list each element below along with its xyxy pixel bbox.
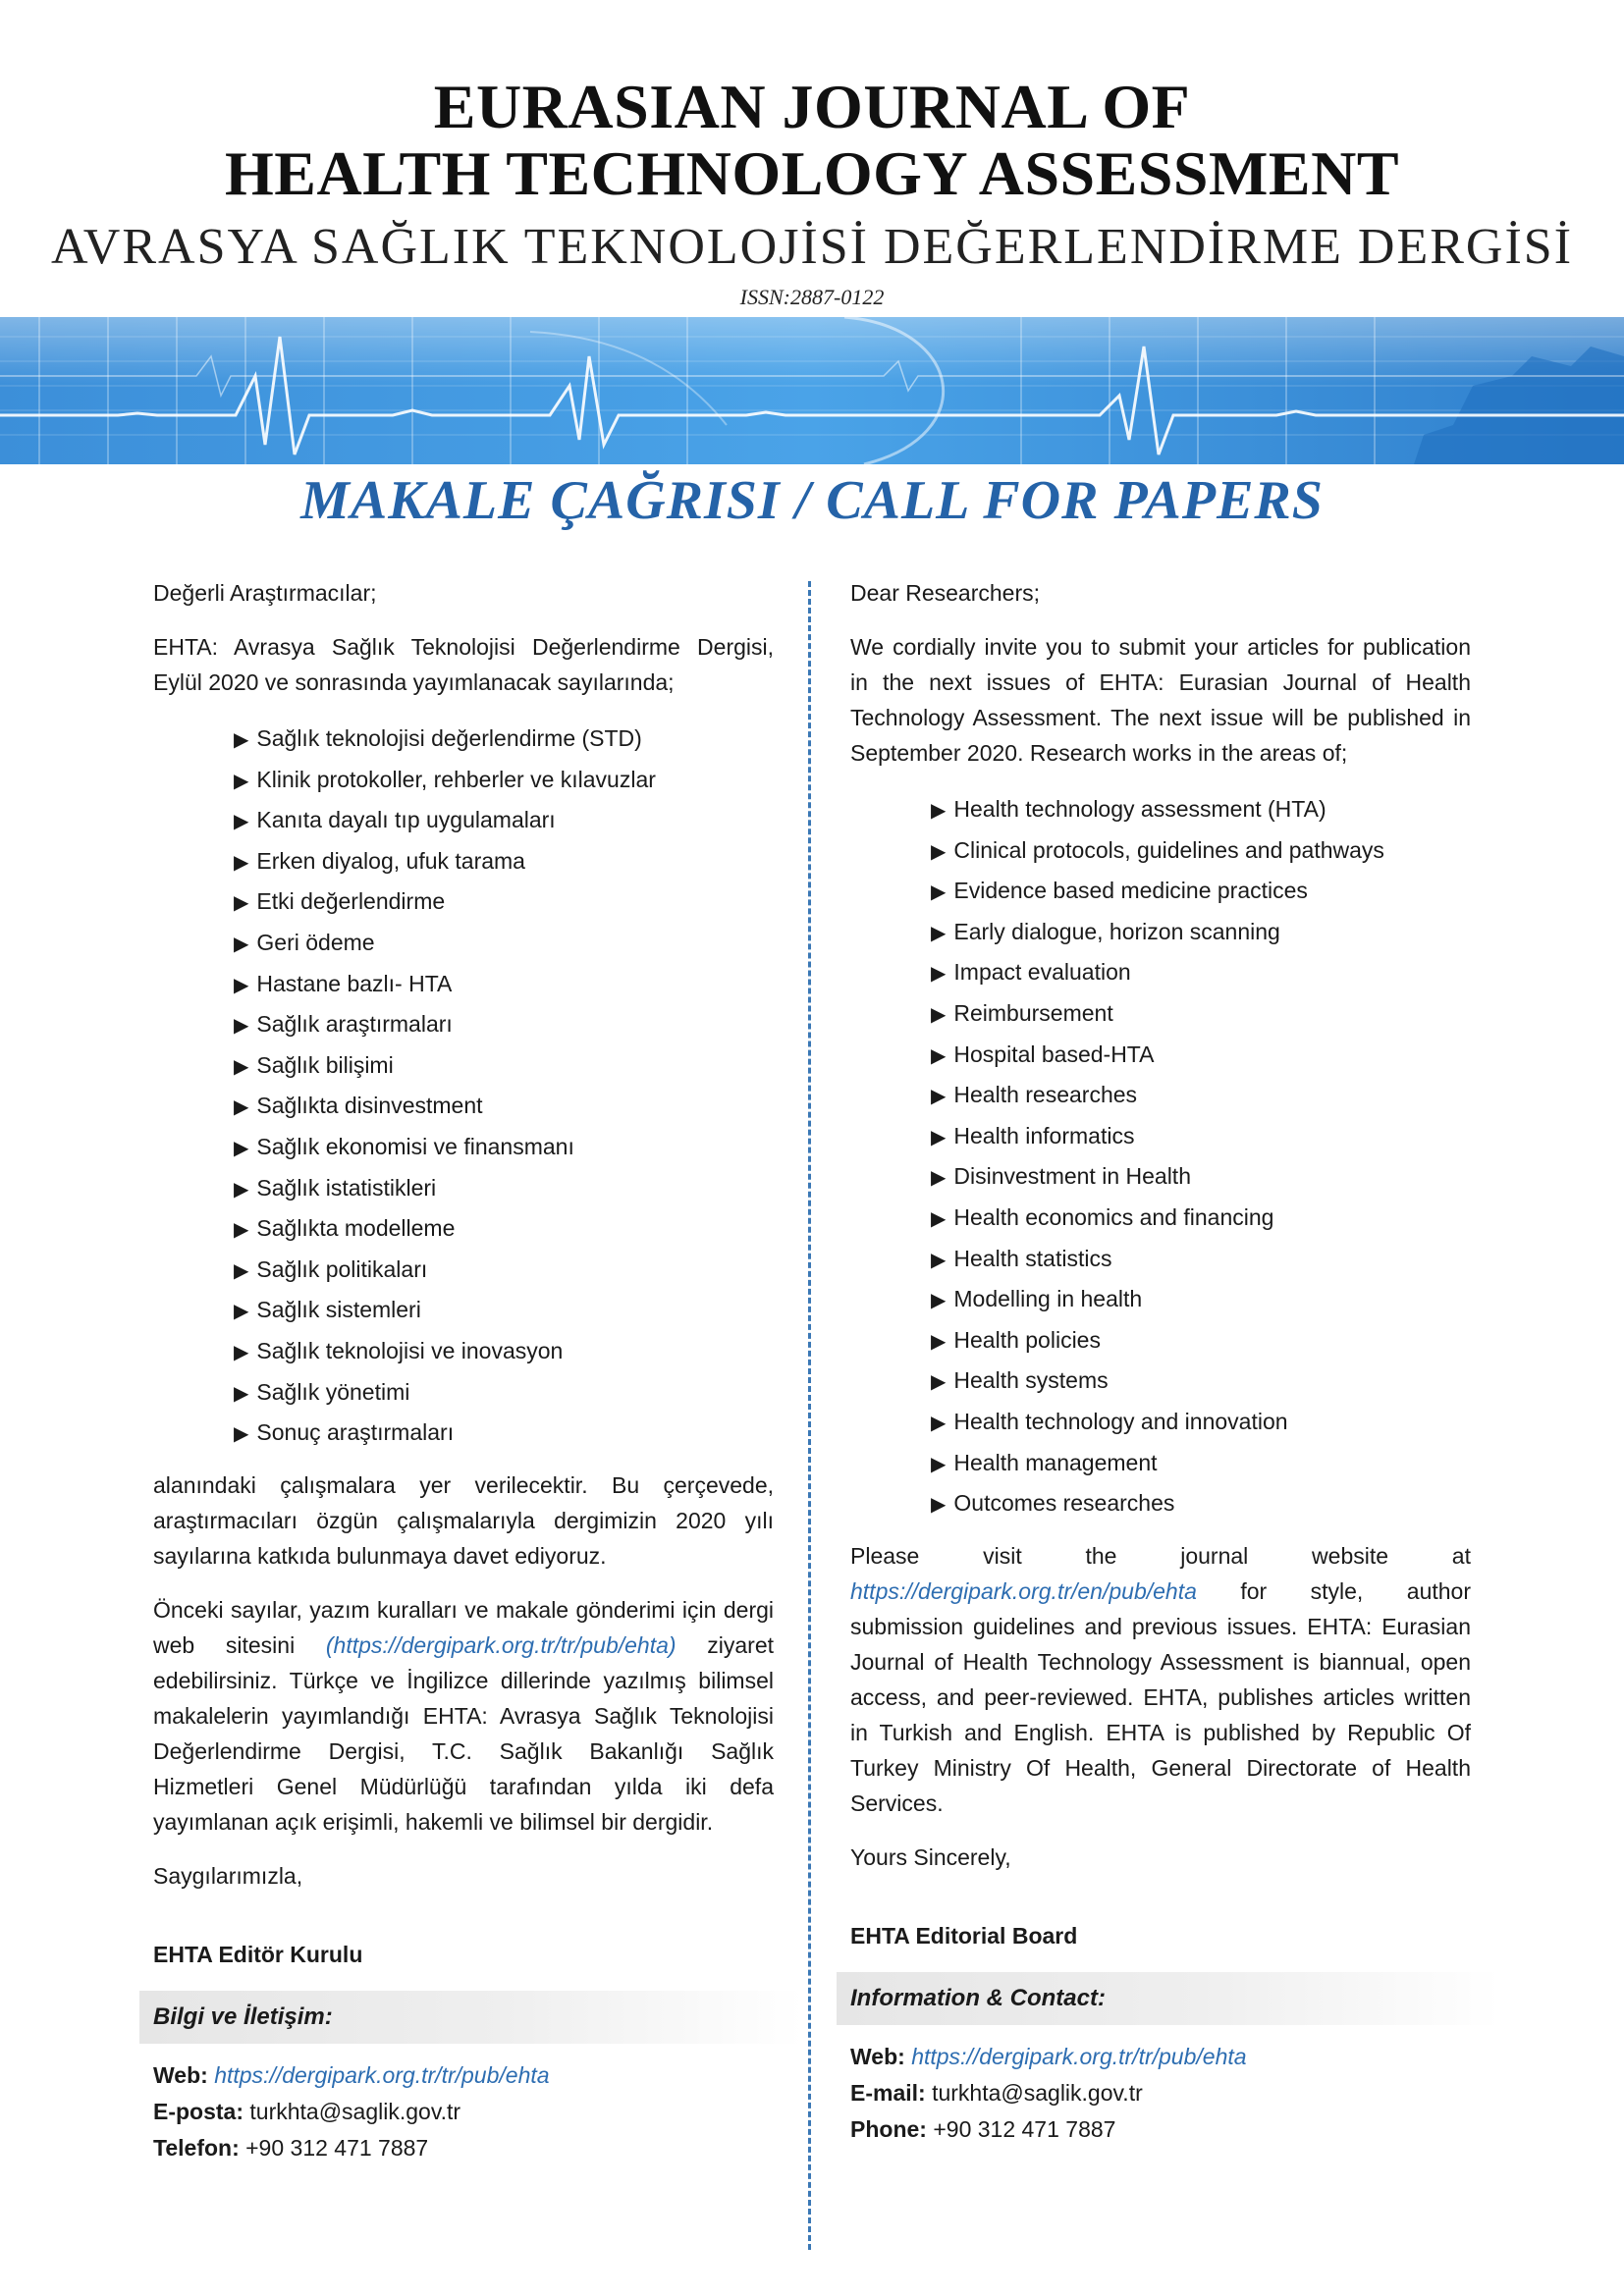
intro-tr: EHTA: Avrasya Sağlık Teknolojisi Değerlendirme Dergisi, Eylül 2020 ve sonrasında yayımlanacak sayılarında; xyxy=(153,634,774,695)
topic-item-en: ▶ Hospital based-HTA xyxy=(931,1041,1155,1067)
triangle-bullet-icon: ▶ xyxy=(931,881,947,904)
topic-item-en: ▶ Health systems xyxy=(931,1367,1109,1394)
triangle-bullet-icon: ▶ xyxy=(931,922,947,944)
web-link-tr[interactable]: https://dergipark.org.tr/tr/pub/ehta xyxy=(214,2061,550,2088)
turkish-column xyxy=(153,575,774,2166)
triangle-bullet-icon: ▶ xyxy=(931,1412,947,1434)
triangle-bullet-icon: ▶ xyxy=(234,1423,249,1446)
triangle-bullet-icon: ▶ xyxy=(931,1494,947,1517)
info-contact-heading-tr: Bilgi ve İletişim: xyxy=(139,1991,803,2044)
triangle-bullet-icon: ▶ xyxy=(234,770,249,792)
topic-item-tr: ▶ Sağlık yönetimi xyxy=(234,1378,410,1405)
triangle-bullet-icon: ▶ xyxy=(234,933,249,955)
journal-website-link-en[interactable]: https://dergipark.org.tr/en/pub/ehta xyxy=(850,1577,1197,1604)
triangle-bullet-icon: ▶ xyxy=(931,1330,947,1353)
topic-item-en: ▶ Health management xyxy=(931,1449,1158,1475)
topic-item-en: ▶ Health informatics xyxy=(931,1122,1135,1148)
triangle-bullet-icon: ▶ xyxy=(234,1219,249,1242)
triangle-bullet-icon: ▶ xyxy=(234,892,249,915)
header-banner-image xyxy=(0,317,1624,464)
topic-item-en: ▶ Health statistics xyxy=(931,1245,1112,1271)
topic-item-en: ▶ Evidence based medicine practices xyxy=(931,878,1308,904)
topic-item-tr: ▶ Sağlık teknolojisi ve inovasyon xyxy=(234,1337,564,1363)
triangle-bullet-icon: ▶ xyxy=(234,851,249,874)
triangle-bullet-icon: ▶ xyxy=(234,1301,249,1323)
editorial-board-tr: EHTA Editör Kurulu xyxy=(153,1941,363,1967)
triangle-bullet-icon: ▶ xyxy=(234,1137,249,1159)
closing-en: Yours Sincerely, xyxy=(850,1843,1011,1870)
topic-list-tr xyxy=(153,719,774,1454)
journal-title-line-2: HEALTH TECHNOLOGY ASSESSMENT xyxy=(224,138,1400,208)
triangle-bullet-icon: ▶ xyxy=(931,963,947,986)
phone-tr: +90 312 471 7887 xyxy=(245,2134,429,2161)
web-link-en[interactable]: https://dergipark.org.tr/tr/pub/ehta xyxy=(911,2043,1247,2069)
topic-item-tr: ▶ Erken diyalog, ufuk tarama xyxy=(234,847,525,874)
topic-item-en: ▶ Clinical protocols, guidelines and pathways xyxy=(931,836,1384,863)
triangle-bullet-icon: ▶ xyxy=(931,1126,947,1148)
topic-item-en: ▶ Outcomes researches xyxy=(931,1490,1175,1517)
after-list-tr: alanındaki çalışmalara yer verilecektir. Bu çerçevede, araştırmacıları özgün çalışmalarıyla dergimizin 2020 yılı sayılarına katkıda bulunmaya davet ediyoruz. xyxy=(153,1471,774,1569)
greeting-en: Dear Researchers; xyxy=(850,580,1041,606)
triangle-bullet-icon: ▶ xyxy=(931,1453,947,1475)
topic-item-en: ▶ Early dialogue, horizon scanning xyxy=(931,918,1280,944)
closing-tr: Saygılarımızla, xyxy=(153,1862,303,1889)
english-column xyxy=(850,575,1471,2148)
topic-item-tr: ▶ Etki değerlendirme xyxy=(234,888,446,915)
topic-item-en: ▶ Health researches xyxy=(931,1082,1138,1108)
column-divider xyxy=(808,581,811,2250)
topic-item-tr: ▶ Sağlık bilişimi xyxy=(234,1051,394,1078)
topic-item-tr: ▶ Sağlık araştırmaları xyxy=(234,1011,453,1038)
greeting-tr: Değerli Araştırmacılar; xyxy=(153,580,377,606)
website-paragraph-tr: Önceki sayılar, yazım kuralları ve makale gönderimi için dergi web sitesini (https://dergipark.org.tr/tr/pub/ehta) ziyaret edebilirsiniz. Türkçe ve İngilizce dillerinde yazılmış bilimsel makalelerin yayımlandığı EHTA: Avrasya Sağlık Teknolojisi Değerlendirme Dergisi, T.C. Sağlık Bakanlığı Sağlık Hizmetleri Genel Müdürlüğü tarafından yılda iki defa yayımlanan açık erişimli, hakemli ve bilimsel bir dergidir. xyxy=(153,1596,774,1835)
issn-label: ISSN:2887-0122 xyxy=(739,285,885,309)
triangle-bullet-icon: ▶ xyxy=(234,729,249,751)
call-for-papers-heading: MAKALE ÇAĞRISI / CALL FOR PAPERS xyxy=(300,470,1324,531)
email-en[interactable]: turkhta@saglik.gov.tr xyxy=(932,2079,1143,2106)
triangle-bullet-icon: ▶ xyxy=(931,1086,947,1108)
topic-item-tr: ▶ Sağlıkta modelleme xyxy=(234,1215,456,1242)
topic-item-tr: ▶ Geri ödeme xyxy=(234,929,375,955)
triangle-bullet-icon: ▶ xyxy=(234,1259,249,1282)
topic-item-tr: ▶ Sağlık istatistikleri xyxy=(234,1174,437,1201)
editorial-board-en: EHTA Editorial Board xyxy=(850,1922,1078,1949)
journal-title-line-1: EURASIAN JOURNAL OF xyxy=(433,72,1191,141)
triangle-bullet-icon: ▶ xyxy=(234,1341,249,1363)
triangle-bullet-icon: ▶ xyxy=(931,1167,947,1190)
triangle-bullet-icon: ▶ xyxy=(931,840,947,863)
topic-item-tr: ▶ Sağlıkta disinvestment xyxy=(234,1093,483,1119)
triangle-bullet-icon: ▶ xyxy=(234,811,249,833)
triangle-bullet-icon: ▶ xyxy=(234,1096,249,1119)
journal-website-link-tr[interactable]: (https://dergipark.org.tr/tr/pub/ehta) xyxy=(325,1631,677,1658)
triangle-bullet-icon: ▶ xyxy=(931,1207,947,1230)
topic-item-en: ▶ Health technology and innovation xyxy=(931,1408,1288,1434)
triangle-bullet-icon: ▶ xyxy=(234,1382,249,1405)
topic-item-tr: ▶ Sağlık teknolojisi değerlendirme (STD) xyxy=(234,725,642,751)
topic-item-en: ▶ Health technology assessment (HTA) xyxy=(931,796,1326,822)
topic-item-tr: ▶ Sonuç araştırmaları xyxy=(234,1419,455,1446)
topic-item-en: ▶ Health policies xyxy=(931,1326,1101,1353)
topic-list-en xyxy=(850,789,1471,1524)
journal-title-turkish: AVRASYA SAĞLIK TEKNOLOJİSİ DEĞERLENDİRME DERGİSİ xyxy=(50,219,1574,275)
triangle-bullet-icon: ▶ xyxy=(234,1015,249,1038)
website-paragraph-en: Please visit the journal website at https://dergipark.org.tr/en/pub/ehta for style, author submission guidelines and previous issues. EHTA: Eurasian Journal of Health Technology Assessment is biannual, open access, and peer-reviewed. EHTA, publishes articles written in Turkish and English. EHTA is published by Republic Of Turkey Ministry Of Health, General Directorate of Health Services. xyxy=(850,1542,1471,1816)
triangle-bullet-icon: ▶ xyxy=(234,974,249,996)
topic-item-en: ▶ Health economics and financing xyxy=(931,1203,1274,1230)
topic-item-en: ▶ Impact evaluation xyxy=(931,959,1131,986)
triangle-bullet-icon: ▶ xyxy=(931,1044,947,1067)
topic-item-en: ▶ Disinvestment in Health xyxy=(931,1163,1191,1190)
contact-block-tr: Web: https://dergipark.org.tr/tr/pub/ehta E-posta: turkhta@saglik.gov.tr Telefon: +90 312 471 7887 xyxy=(153,2061,550,2161)
phone-en: +90 312 471 7887 xyxy=(933,2115,1116,2142)
info-contact-heading-en: Information & Contact: xyxy=(837,1972,1500,2025)
topic-item-tr: ▶ Klinik protokoller, rehberler ve kılavuzlar xyxy=(234,766,656,792)
email-tr[interactable]: turkhta@saglik.gov.tr xyxy=(249,2098,461,2124)
triangle-bullet-icon: ▶ xyxy=(931,1290,947,1312)
triangle-bullet-icon: ▶ xyxy=(931,1249,947,1271)
topic-item-tr: ▶ Sağlık ekonomisi ve finansmanı xyxy=(234,1133,574,1159)
triangle-bullet-icon: ▶ xyxy=(931,1371,947,1394)
triangle-bullet-icon: ▶ xyxy=(931,1003,947,1026)
topic-item-en: ▶ Modelling in health xyxy=(931,1286,1143,1312)
topic-item-en: ▶ Reimbursement xyxy=(931,999,1113,1026)
intro-en: We cordially invite you to submit your articles for publication in the next issues of EHTA: Eurasian Journal of Health Technology Assessment. The next issue will be published in September 2020. Research works in the areas of; xyxy=(850,634,1471,766)
triangle-bullet-icon: ▶ xyxy=(931,800,947,822)
topic-item-tr: ▶ Kanıta dayalı tıp uygulamaları xyxy=(234,807,556,833)
topic-item-tr: ▶ Sağlık politikaları xyxy=(234,1255,428,1282)
contact-block-en: Web: https://dergipark.org.tr/tr/pub/ehta E-mail: turkhta@saglik.gov.tr Phone: +90 312 471 7887 xyxy=(850,2043,1247,2142)
topic-item-tr: ▶ Hastane bazlı- HTA xyxy=(234,970,453,996)
triangle-bullet-icon: ▶ xyxy=(234,1178,249,1201)
topic-item-tr: ▶ Sağlık sistemleri xyxy=(234,1297,421,1323)
triangle-bullet-icon: ▶ xyxy=(234,1055,249,1078)
